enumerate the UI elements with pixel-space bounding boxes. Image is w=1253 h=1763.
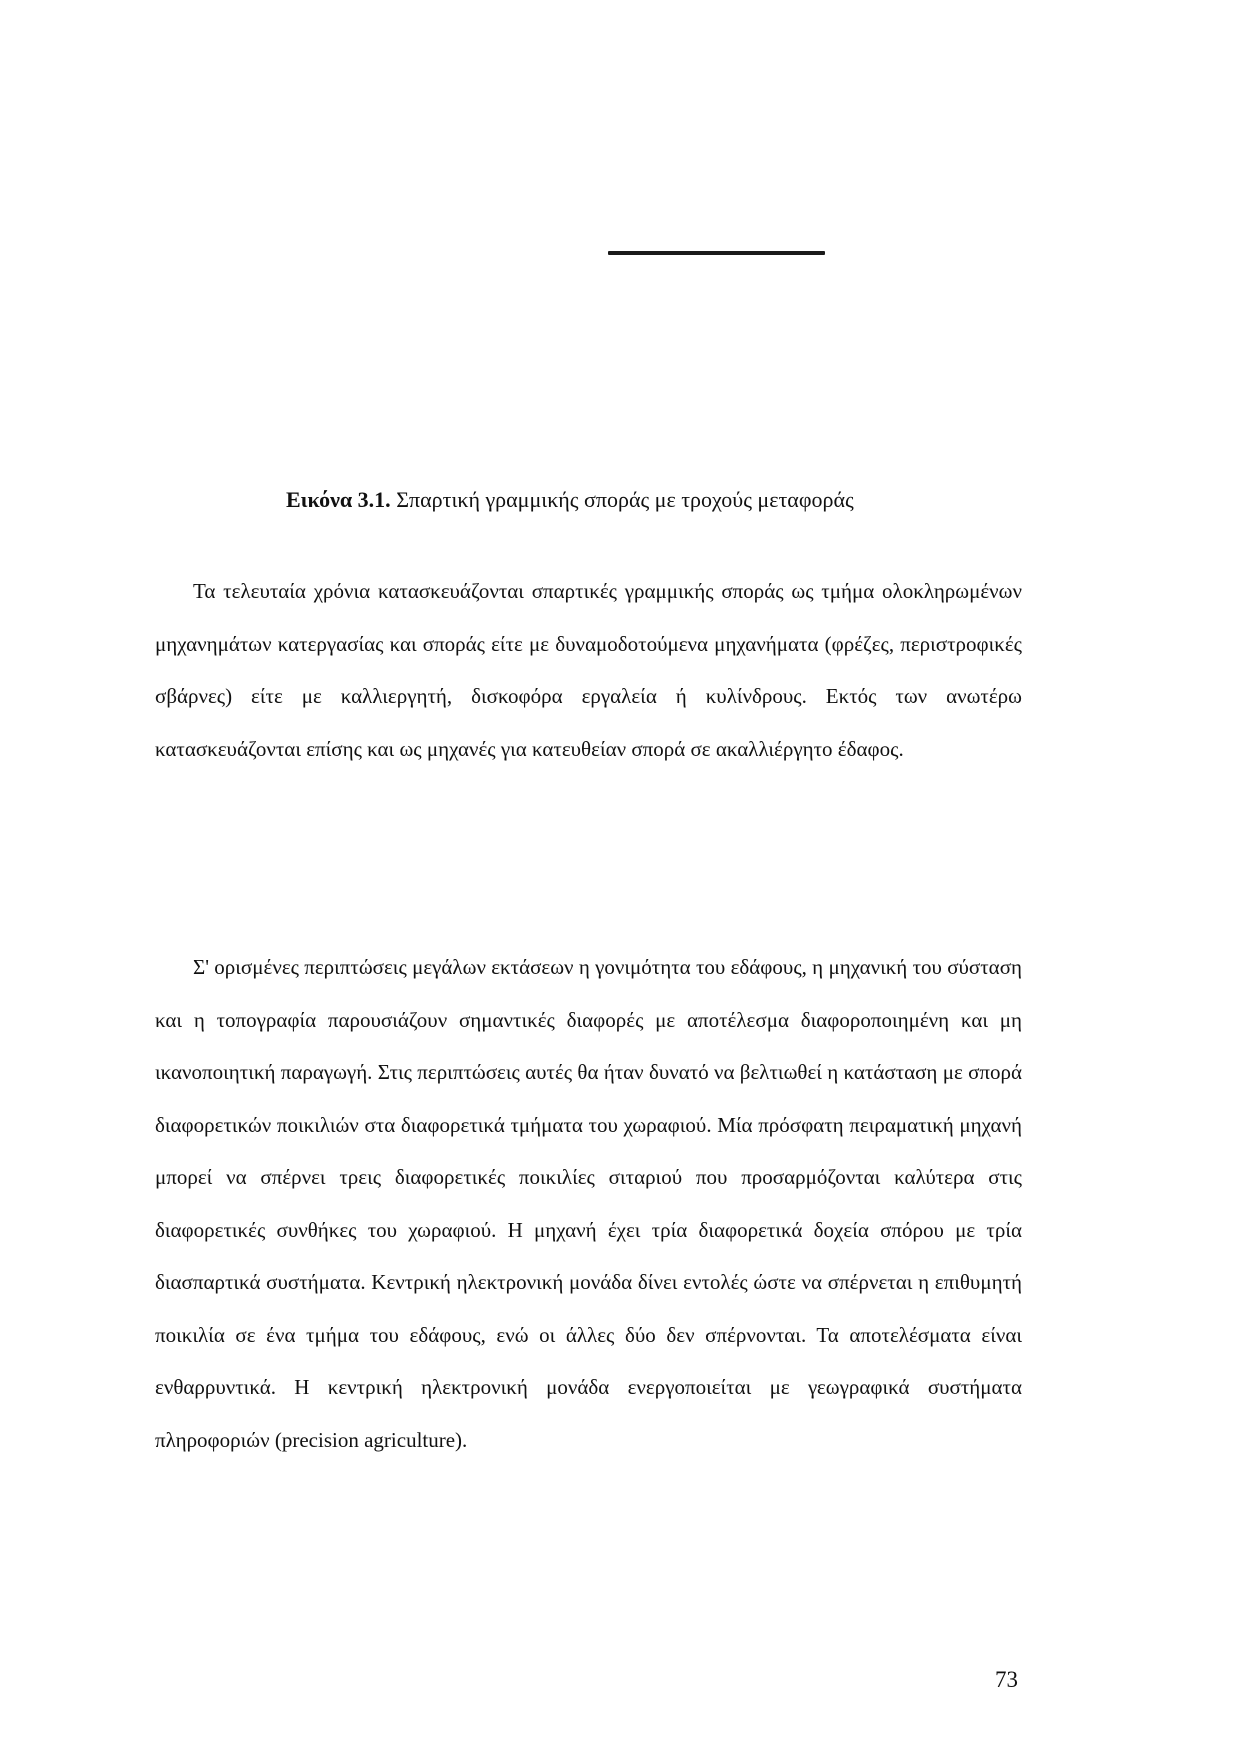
figure-caption-text: Σπαρτική γραμμικής σποράς με τροχούς μεταφοράς	[396, 487, 854, 512]
figure-caption	[286, 486, 1006, 514]
body-paragraph-2-block	[155, 941, 1022, 1466]
figure-bottom-edge	[608, 251, 825, 255]
figure-caption-label: Εικόνα 3.1.	[286, 487, 391, 512]
body-paragraph-1-block	[155, 565, 1022, 775]
body-paragraph-1: Τα τελευταία χρόνια κατασκευάζονται σπαρτικές γραμμικής σποράς ως τμήμα ολοκληρωμένων μηχανημάτων κατεργασίας και σποράς είτε με δυναμοδοτούμενα μηχανήματα (φρέζες, περιστροφικές σβάρνες) είτε με καλλιεργητή, δισκοφόρα εργαλεία ή κυλίνδρους. Εκτός των ανωτέρω κατασκευάζονται επίσης και ως μηχανές για κατευθείαν σπορά σε ακαλλιέργητο έδαφος.	[155, 579, 1022, 761]
body-paragraph-2: Σ' ορισμένες περιπτώσεις μεγάλων εκτάσεων η γονιμότητα του εδάφους, η μηχανική του σύσταση και η τοπογραφία παρουσιάζουν σημαντικές διαφορές με αποτέλεσμα διαφοροποιημένη και μη ικανοποιητική παραγωγή. Στις περιπτώσεις αυτές θα ήταν δυνατό να βελτιωθεί η κατάσταση με σπορά διαφορετικών ποικιλιών στα διαφορετικά τμήματα του χωραφιού. Μία πρόσφατη πειραματική μηχανή μπορεί να σπέρνει τρεις διαφορετικές ποικιλίες σιταριού που προσαρμόζονται καλύτερα στις διαφορετικές συνθήκες του χωραφιού. Η μηχανή έχει τρία διαφορετικά δοχεία σπόρου με τρία διασπαρτικά συστήματα. Κεντρική ηλεκτρονική μονάδα δίνει εντολές ώστε να σπέρνεται η επιθυμητή ποικιλία σε ένα τμήμα του εδάφους, ενώ οι άλλες δύο δεν σπέρνονται. Τα αποτελέσματα είναι ενθαρρυντικά. Η κεντρική ηλεκτρονική μονάδα ενεργοποιείται με γεωγραφικά συστήματα πληροφοριών (precision agriculture).	[155, 955, 1022, 1452]
page-number: 73	[995, 1667, 1018, 1692]
